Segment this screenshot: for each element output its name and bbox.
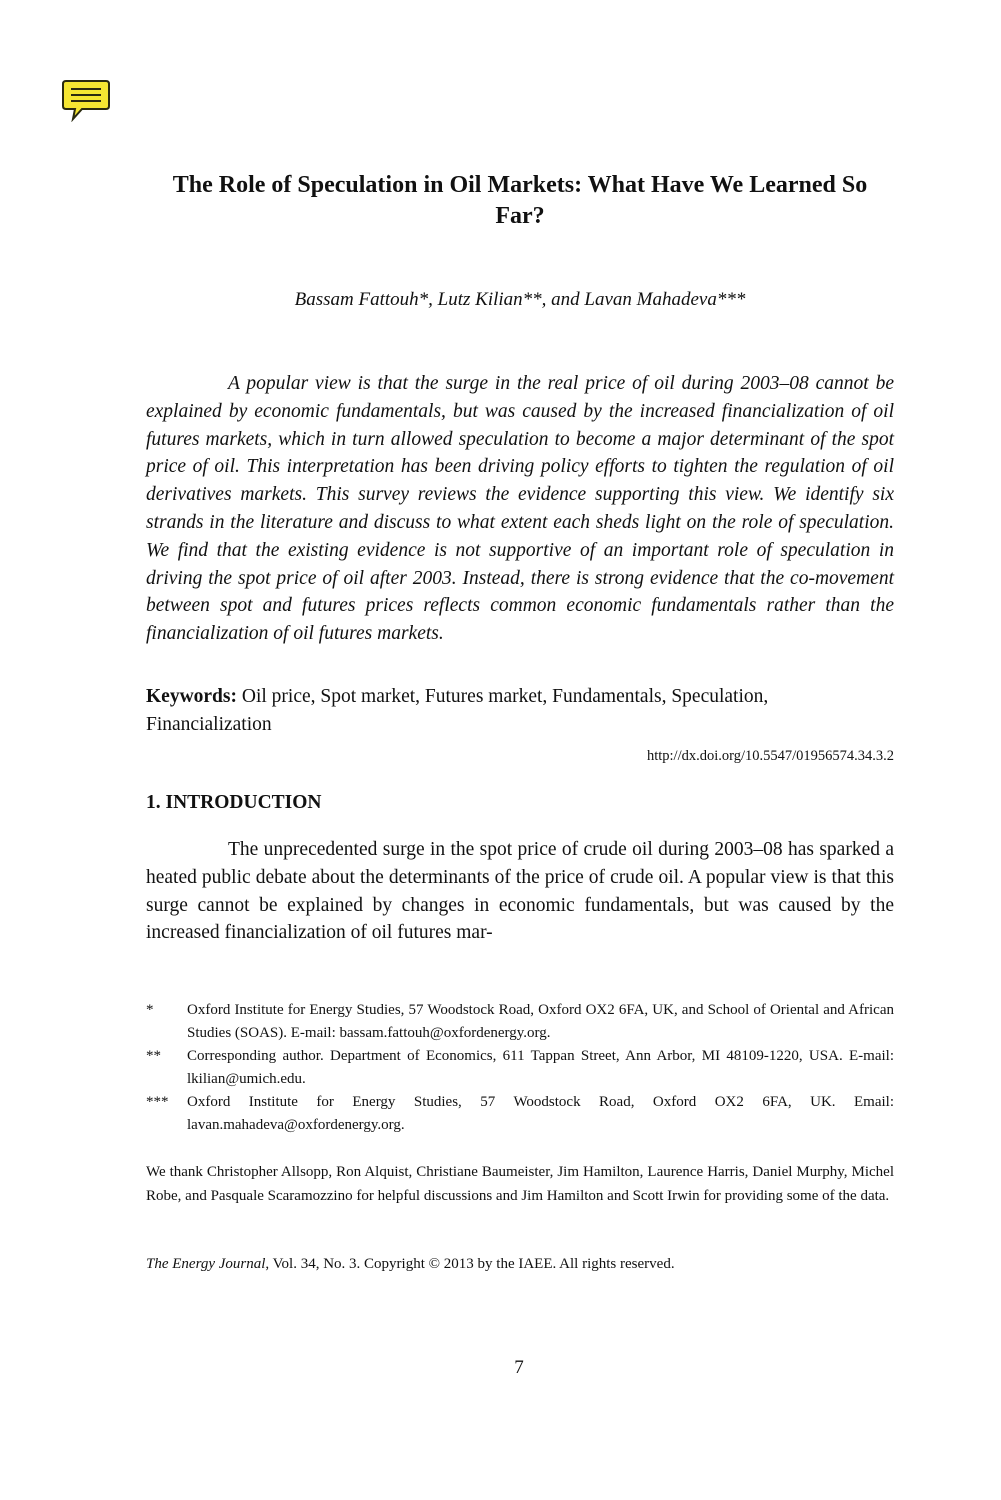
- footnote: [146, 1091, 894, 1137]
- keywords-text: Oil price, Spot market, Futures market, Fundamentals, Speculation, Financialization: [146, 686, 769, 735]
- journal-name: The Energy Journal: [146, 1256, 266, 1272]
- keywords: [146, 683, 894, 739]
- footnote-text: Corresponding author. Department of Economics, 611 Tappan Street, Ann Arbor, MI 48109-1220, USA. E-mail: lkilian@umich.edu.: [187, 1048, 894, 1087]
- author-list: Bassam Fattouh*, Lutz Kilian**, and Lavan Mahadeva***: [294, 289, 746, 310]
- abstract: A popular view is that the surge in the real price of oil during 2003–08 cannot be explained by economic fundamentals, but was caused by the increased financialization of oil futures markets, which in turn allowed speculation to become a major determinant of the spot price of oil. This interpretation has been driving policy efforts to tighten the regulation of oil derivatives markets. This survey reviews the evidence supporting this view. We identify six strands in the literature and discuss to what extent each sheds light on the role of speculation. We find that the existing evidence is not supportive of an important role of speculation in driving the spot price of oil after 2003. Instead, there is strong evidence that the co-movement between spot and futures prices reflects common economic fundamentals rather than the financialization of oil futures markets.: [146, 373, 894, 645]
- footnote-mark: **: [146, 1048, 161, 1064]
- journal-citation: [146, 1253, 894, 1276]
- acknowledgment: We thank Christopher Allsopp, Ron Alquist, Christiane Baumeister, Jim Hamilton, Laurence Harris, Daniel Murphy, Michel Robe, and Pasquale Scaramozzino for helpful discussions and Jim Hamilton and Scott Irwin for providing some of the data.: [146, 1164, 894, 1204]
- comment-annotation-icon[interactable]: [62, 80, 110, 122]
- footnote-list: [146, 999, 894, 1137]
- footnote-mark: ***: [146, 1094, 169, 1110]
- footnote-text: Oxford Institute for Energy Studies, 57 Woodstock Road, Oxford OX2 6FA, UK, and School of Oriental and African Studies (SOAS). E-mail: bassam.fattouh@oxfordenergy.org.: [187, 1002, 894, 1041]
- comment-icon: [62, 80, 110, 122]
- paper-title: The Role of Speculation in Oil Markets: What Have We Learned So Far?: [172, 172, 868, 229]
- section-heading: 1. INTRODUCTION: [146, 792, 322, 813]
- keywords-label: Keywords:: [146, 686, 237, 707]
- footnote: [146, 1045, 894, 1091]
- doi-link[interactable]: http://dx.doi.org/10.5547/01956574.34.3.2: [646, 748, 894, 764]
- footnote-text: Oxford Institute for Energy Studies, 57 Woodstock Road, Oxford OX2 6FA, UK. Email: lavan.mahadeva@oxfordenergy.org.: [187, 1094, 894, 1133]
- citation-details: , Vol. 34, No. 3. Copyright © 2013 by the IAEE. All rights reserved.: [265, 1256, 675, 1272]
- footnote-mark: *: [146, 1002, 154, 1018]
- introduction-paragraph: The unprecedented surge in the spot price of crude oil during 2003–08 has sparked a heated public debate about the determinants of the price of crude oil. A popular view is that this surge cannot be explained by changes in economic fundamentals, but was caused by the increased financialization of oil futures mar-: [146, 839, 894, 944]
- footnote: [146, 999, 894, 1045]
- page-number: 7: [514, 1357, 524, 1378]
